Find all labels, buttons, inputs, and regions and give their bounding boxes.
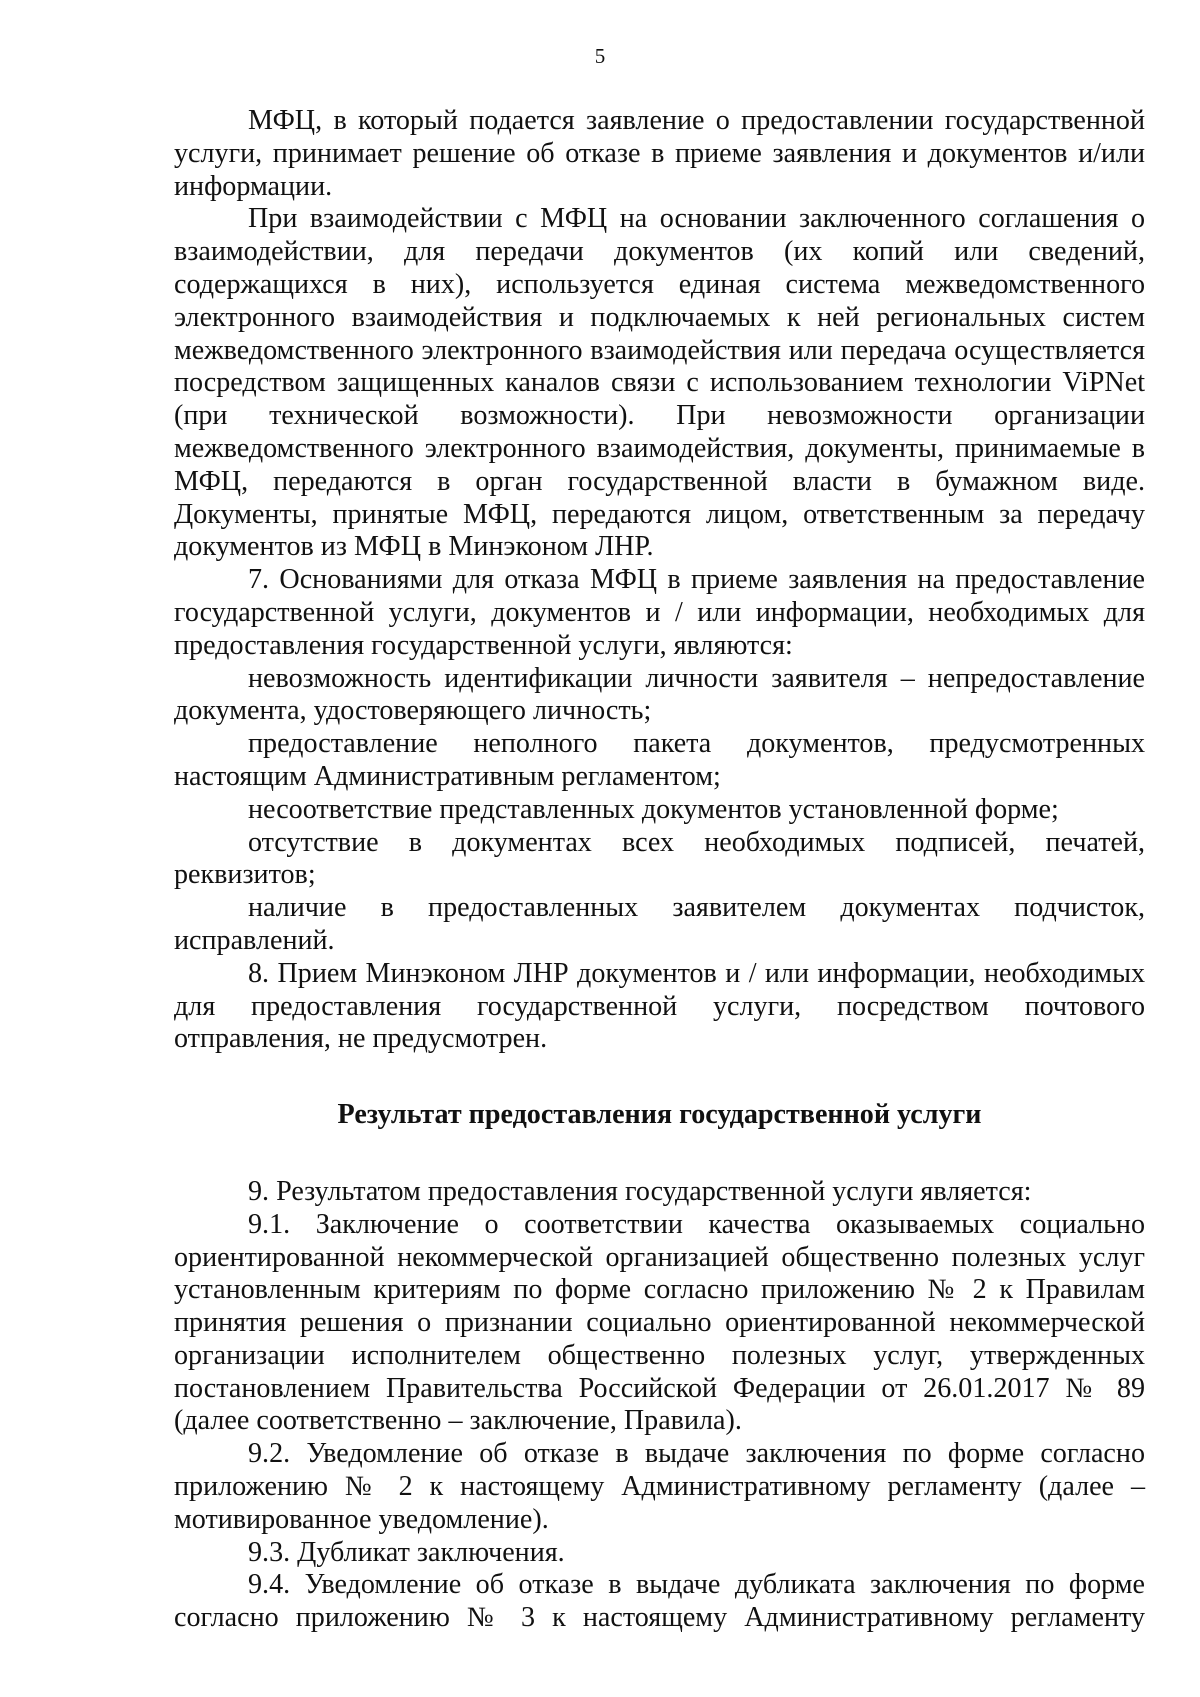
paragraph-ground-incomplete: предоставление неполного пакета документов, предусмотренных настоящим Административным регламентом;	[174, 728, 1145, 792]
paragraph-item-9-1: 9.1. Заключение о соответствии качества оказываемых социально ориентированной некоммерческой организацией общественно полезных услуг установленным критериям по форме согласно приложению № 2 к Правилам принятия решения о признании социально ориентированной некоммерческой организации исполнителем общественно полезных услуг, утвержденных постановлением Правительства Российской Федерации от 26.01.2017 № 89 (далее соответственно – заключение, Правила).	[174, 1208, 1145, 1437]
document-body	[174, 105, 1145, 1635]
paragraph-ground-identification: невозможность идентификации личности заявителя – непредоставление документа, удостоверяющего личность;	[174, 662, 1145, 727]
page-number: 5	[594, 44, 606, 68]
paragraph-item-9-2: 9.2. Уведомление об отказе в выдаче заключения по форме согласно приложению № 2 к настоящему Административному регламенту (далее – мотивированное уведомление).	[174, 1438, 1145, 1535]
paragraph-mfc-interaction: При взаимодействии с МФЦ на основании заключенного соглашения о взаимодействии, для передачи документов (их копий или сведений, содержащихся в них), используется единая система межведомственного электронного взаимодействия и подключаемых к ней региональных систем межведомственного электронного взаимодействия или передача осуществляется посредством защищенных каналов связи с использованием технологии ViPNet (при технической возможности). При невозможности организации межведомственного электронного взаимодействия, документы, принимаемые в МФЦ, передаются в орган государственной власти в бумажном виде. Документы, принятые МФЦ, передаются лицом, ответственным за передачу документов из МФЦ в Минэконом ЛНР.	[174, 203, 1145, 563]
paragraph-ground-form: несоответствие представленных документов установленной форме;	[248, 793, 1059, 825]
paragraph-ground-corrections: наличие в предоставленных заявителем документах подчисток, исправлений.	[174, 892, 1145, 956]
section-heading: Результат предоставления государственной услуги	[337, 1099, 982, 1131]
paragraph-item-8: 8. Прием Минэконом ЛНР документов и / или информации, необходимых для предоставления государственной услуги, посредством почтового отправления, не предусмотрен.	[174, 957, 1145, 1055]
paragraph-mfc-decision: МФЦ, в который подается заявление о предоставлении государственной услуги, принимает решение об отказе в приеме заявления и документов и/или информации.	[174, 105, 1145, 202]
paragraph-item-9-4: 9.4. Уведомление об отказе в выдаче дубликата заключения по форме согласно приложению № 3 к настоящему Административному регламенту	[174, 1569, 1145, 1634]
paragraph-item-7: 7. Основаниями для отказа МФЦ в приеме заявления на предоставление государственной услуги, документов и / или информации, необходимых для предоставления государственной услуги, являются:	[174, 564, 1145, 661]
paragraph-item-9-3: 9.3. Дубликат заключения.	[248, 1536, 565, 1568]
paragraph-ground-signatures: отсутствие в документах всех необходимых подписей, печатей, реквизитов;	[174, 826, 1145, 891]
paragraph-item-9: 9. Результатом предоставления государственной услуги является:	[248, 1175, 1032, 1207]
